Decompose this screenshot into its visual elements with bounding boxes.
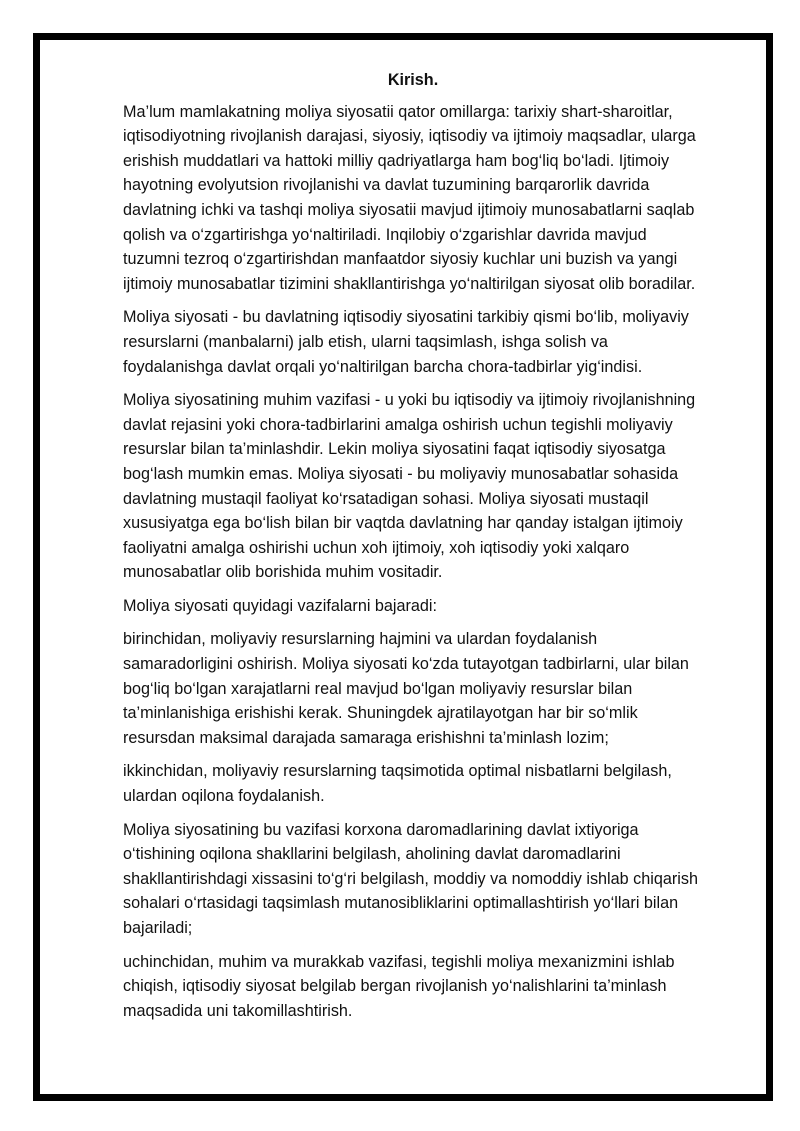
paragraph-third-task: uchinchidan, muhim va murakkab vazifasi, tegishli moliya mexanizmini ishlab chiqish, iqtisodiy siyosat belgilab bergan rivojlanish yo‘nalishlarini ta’minlash maqsadida uni takomillashtirish. xyxy=(123,952,675,1020)
paragraph-definition: Moliya siyosati - bu davlatning iqtisodiy siyosatini tarkibiy qismi bo‘lib, moliyaviy resurslarni (manbalarni) jalb etish, ularni taqsimlash, ishga solish va foydalanishga davlat orqali yo‘naltirilgan barcha chora-tadbirlar yig‘indisi. xyxy=(123,308,689,376)
document-title: Kirish. xyxy=(387,71,439,89)
document-body xyxy=(123,68,703,1032)
paragraph-tasks-heading: Moliya siyosati quyidagi vazifalarni bajaradi: xyxy=(123,596,438,615)
paragraph-intro: Ma’lum mamlakatning moliya siyosatii qator omillarga: tarixiy shart-sharoitlar, iqtisodiyotning rivojlanish darajasi, siyosiy, iqtisodiy va ijtimoiy maqsadlar, ularga erishish muddatlari va hattoki milliy qadriyatlarga ham bog‘liq bo‘ladi. Ijtimoiy hayotning evolyutsion rivojlanishi va davlat tuzumining barqarorlik davrida davlatning ichki va tashqi moliya siyosatii mavjud ijtimoiy munosabatlarni saqlab qolish va o‘zgartirishga yo‘naltiriladi. Inqilobiy o‘zgarishlar davrida mavjud tuzumni tezroq o‘zgartirishdan manfaatdor siyosiy kuchlar uni buzish va yangi ijtimoiy munosabatlar tizimini shakllantirishga yo‘naltirilgan siyosat olib boradilar. xyxy=(123,102,696,293)
paragraph-second-task: ikkinchidan, moliyaviy resurslarning taqsimotida optimal nisbatlarni belgilash, ulardan oqilona foydalanish. xyxy=(123,762,672,806)
page-border xyxy=(33,33,773,1101)
paragraph-first-task: birinchidan, moliyaviy resurslarning hajmini va ulardan foydalanish samaradorligini oshirish. Moliya siyosati ko‘zda tutayotgan tadbirlarni, ular bilan bog‘liq bo‘lgan xarajatlarni real mavjud bo‘lgan moliyaviy resurslar bilan ta’minlanishiga erishishi kerak. Shuningdek ajratilayotgan har bir so‘mlik resursdan maksimal darajada samaraga erishishni ta’minlash lozim; xyxy=(123,630,689,747)
paragraph-main-task: Moliya siyosatining muhim vazifasi - u yoki bu iqtisodiy va ijtimoiy rivojlanishning davlat rejasini yoki chora-tadbirlarini amalga oshirish uchun tegishli moliyaviy resurslar bilan ta’minlashdir. Lekin moliya siyosatini faqat iqtisodiy siyosatga bog‘lash mumkin emas. Moliya siyosati - bu moliyaviy munosabatlar sohasida davlatning mustaqil faoliyat ko‘rsatadigan sohasi. Moliya siyosati mustaqil xususiyatga ega bo‘lish bilan bir vaqtda davlatning har qanday istalgan ijtimoiy faoliyatni amalga oshirishi uchun xoh ijtimoiy, xoh iqtisodiy yoki xalqaro munosabatlar olib borishida muhim vositadir. xyxy=(123,391,696,582)
paragraph-second-task-detail: Moliya siyosatining bu vazifasi korxona daromadlarining davlat ixtiyoriga o‘tishining oqilona shakllarini belgilash, aholining davlat daromadlarini shakllantirishdagi xissasini to‘g‘ri belgilash, moddiy va nomoddiy ishlab chiqarish sohalari o‘rtasidagi taqsimlash mutanosibliklarini optimallashtirish yo‘llari bilan bajariladi; xyxy=(123,820,698,937)
